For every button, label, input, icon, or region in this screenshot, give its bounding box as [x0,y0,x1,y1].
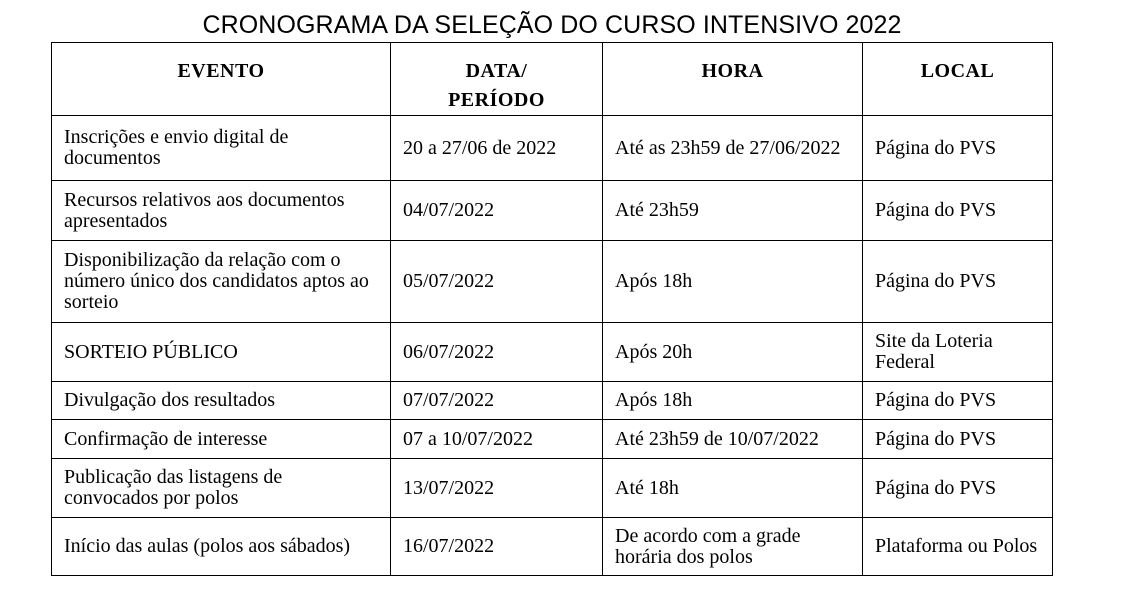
table-row [52,420,1053,459]
cell-hora: Até 23h59 de 10/07/2022 [603,420,863,459]
cell-hora: Após 18h [603,241,863,323]
table-row [52,241,1053,323]
header-hora: HORA [603,43,863,116]
cell-local: Página do PVS [863,181,1053,241]
header-data-line1: DATA/ [465,60,528,82]
table-row [52,459,1053,518]
cell-local: Página do PVS [863,459,1053,518]
table-row [52,181,1053,241]
cell-evento: Inscrições e envio digital de documentos [52,116,391,181]
cell-evento: Divulgação dos resultados [52,382,391,420]
header-evento: EVENTO [52,43,391,116]
cell-local: Página do PVS [863,241,1053,323]
cell-local: Página do PVS [863,116,1053,181]
cell-data: 16/07/2022 [391,518,603,576]
header-data-periodo [391,43,603,116]
cell-hora: De acordo com a grade horária dos polos [603,518,863,576]
cell-data: 05/07/2022 [391,241,603,323]
cell-evento: Disponibilização da relação com o número único dos candidatos aptos ao sorteio [52,241,391,323]
cell-data: 20 a 27/06 de 2022 [391,116,603,181]
table-header-row [52,43,1053,116]
cell-hora: Até as 23h59 de 27/06/2022 [603,116,863,181]
cell-local: Página do PVS [863,382,1053,420]
document-title: CRONOGRAMA DA SELEÇÃO DO CURSO INTENSIVO 2022 [202,11,902,39]
table-row [52,323,1053,382]
cell-evento: Início das aulas (polos aos sábados) [52,518,391,576]
cell-hora: Após 18h [603,382,863,420]
cell-data: 06/07/2022 [391,323,603,382]
cell-evento: SORTEIO PÚBLICO [52,323,391,382]
table-row [52,518,1053,576]
schedule-table [51,42,1053,576]
cell-evento: Publicação das listagens de convocados por polos [52,459,391,518]
cell-hora: Até 18h [603,459,863,518]
cell-local: Site da Loteria Federal [863,323,1053,382]
cell-evento: Recursos relativos aos documentos apresentados [52,181,391,241]
cell-data: 13/07/2022 [391,459,603,518]
cell-local: Plataforma ou Polos [863,518,1053,576]
table-row [52,382,1053,420]
cell-data: 07/07/2022 [391,382,603,420]
table-row [52,116,1053,181]
cell-data: 04/07/2022 [391,181,603,241]
header-data-line2: PERÍODO [448,89,545,111]
cell-data: 07 a 10/07/2022 [391,420,603,459]
cell-hora: Até 23h59 [603,181,863,241]
header-local: LOCAL [863,43,1053,116]
cell-local: Página do PVS [863,420,1053,459]
cell-evento: Confirmação de interesse [52,420,391,459]
cell-hora: Após 20h [603,323,863,382]
